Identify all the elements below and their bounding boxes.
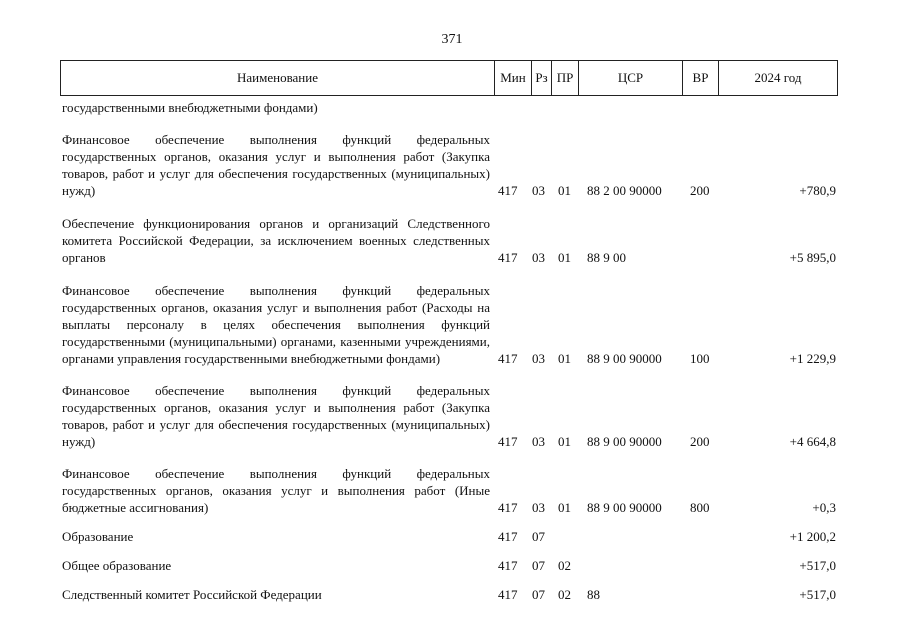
header-pr: ПР bbox=[552, 61, 579, 95]
row-name: Финансовое обеспечение выполнения функций федеральных государственных органов, оказания услуг и выполнения работ (Расходы на выплаты персоналу в целях обеспечения выполнения функций государственными (муниципальными) органами, казенными учреждениями, органами управления государственными внебюджетными фондами) bbox=[62, 283, 490, 366]
row-name: государственными внебюджетными фондами) bbox=[62, 100, 318, 115]
row-pr: 01 bbox=[558, 183, 571, 198]
row-pr: 01 bbox=[558, 351, 571, 366]
row-rz: 07 bbox=[532, 587, 545, 602]
row-csr: 88 9 00 90000 bbox=[587, 500, 662, 515]
row-rz: 03 bbox=[532, 183, 545, 198]
row-vr: 200 bbox=[690, 183, 710, 198]
row-name: Обеспечение функционирования органов и организаций Следственного комитета Российской Федерации, за исключением военных следственных органов bbox=[62, 216, 490, 265]
header-min: Мин bbox=[495, 61, 532, 95]
table-row bbox=[62, 528, 838, 545]
table-header bbox=[60, 60, 838, 96]
row-amount: +1 200,2 bbox=[789, 529, 836, 544]
header-name: Наименование bbox=[61, 61, 495, 95]
row-min: 417 bbox=[498, 529, 518, 544]
row-min: 417 bbox=[498, 587, 518, 602]
row-pr: 02 bbox=[558, 558, 571, 573]
row-min: 417 bbox=[498, 500, 518, 515]
row-pr: 02 bbox=[558, 587, 571, 602]
row-name: Финансовое обеспечение выполнения функций федеральных государственных органов, оказания услуг и выполнения работ (Закупка товаров, работ и услуг для обеспечения государственных (муниципальных) нужд) bbox=[62, 383, 490, 449]
row-csr: 88 9 00 bbox=[587, 250, 626, 265]
row-vr: 100 bbox=[690, 351, 710, 366]
header-rz: Рз bbox=[532, 61, 552, 95]
row-rz: 03 bbox=[532, 351, 545, 366]
header-csr: ЦСР bbox=[579, 61, 683, 95]
table-row bbox=[62, 586, 838, 603]
page-number: 371 bbox=[441, 32, 463, 47]
row-name: Следственный комитет Российской Федерации bbox=[62, 587, 322, 602]
row-csr: 88 9 00 90000 bbox=[587, 434, 662, 449]
row-pr: 01 bbox=[558, 250, 571, 265]
row-amount: +517,0 bbox=[799, 587, 836, 602]
row-vr: 200 bbox=[690, 434, 710, 449]
row-amount: +1 229,9 bbox=[789, 351, 836, 366]
row-amount: +5 895,0 bbox=[789, 250, 836, 265]
row-rz: 03 bbox=[532, 250, 545, 265]
row-amount: +4 664,8 bbox=[789, 434, 836, 449]
row-csr: 88 9 00 90000 bbox=[587, 351, 662, 366]
table-row bbox=[62, 215, 838, 266]
row-min: 417 bbox=[498, 351, 518, 366]
row-csr: 88 2 00 90000 bbox=[587, 183, 662, 198]
row-min: 417 bbox=[498, 434, 518, 449]
row-rz: 07 bbox=[532, 558, 545, 573]
table-row bbox=[62, 465, 838, 516]
row-amount: +780,9 bbox=[799, 183, 836, 198]
row-name: Финансовое обеспечение выполнения функций федеральных государственных органов, оказания услуг и выполнения работ (Закупка товаров, работ и услуг для обеспечения государственных (муниципальных) нужд) bbox=[62, 132, 490, 198]
row-pr: 01 bbox=[558, 500, 571, 515]
row-pr: 01 bbox=[558, 434, 571, 449]
table-row bbox=[62, 99, 838, 116]
row-rz: 03 bbox=[532, 434, 545, 449]
table-body bbox=[62, 96, 838, 603]
row-csr: 88 bbox=[587, 587, 600, 602]
row-rz: 07 bbox=[532, 529, 545, 544]
row-amount: +0,3 bbox=[812, 500, 836, 515]
row-min: 417 bbox=[498, 183, 518, 198]
row-rz: 03 bbox=[532, 500, 545, 515]
table-row bbox=[62, 131, 838, 199]
row-name: Финансовое обеспечение выполнения функций федеральных государственных органов, оказания услуг и выполнения работ (Иные бюджетные ассигнования) bbox=[62, 466, 490, 515]
table-row bbox=[62, 382, 838, 450]
row-name: Общее образование bbox=[62, 558, 172, 573]
header-vr: ВР bbox=[683, 61, 719, 95]
table-row bbox=[62, 557, 838, 574]
row-amount: +517,0 bbox=[799, 558, 836, 573]
table-row bbox=[62, 282, 838, 367]
row-min: 417 bbox=[498, 558, 518, 573]
row-name: Образование bbox=[62, 529, 134, 544]
row-vr: 800 bbox=[690, 500, 710, 515]
row-min: 417 bbox=[498, 250, 518, 265]
header-year: 2024 год bbox=[754, 70, 802, 85]
